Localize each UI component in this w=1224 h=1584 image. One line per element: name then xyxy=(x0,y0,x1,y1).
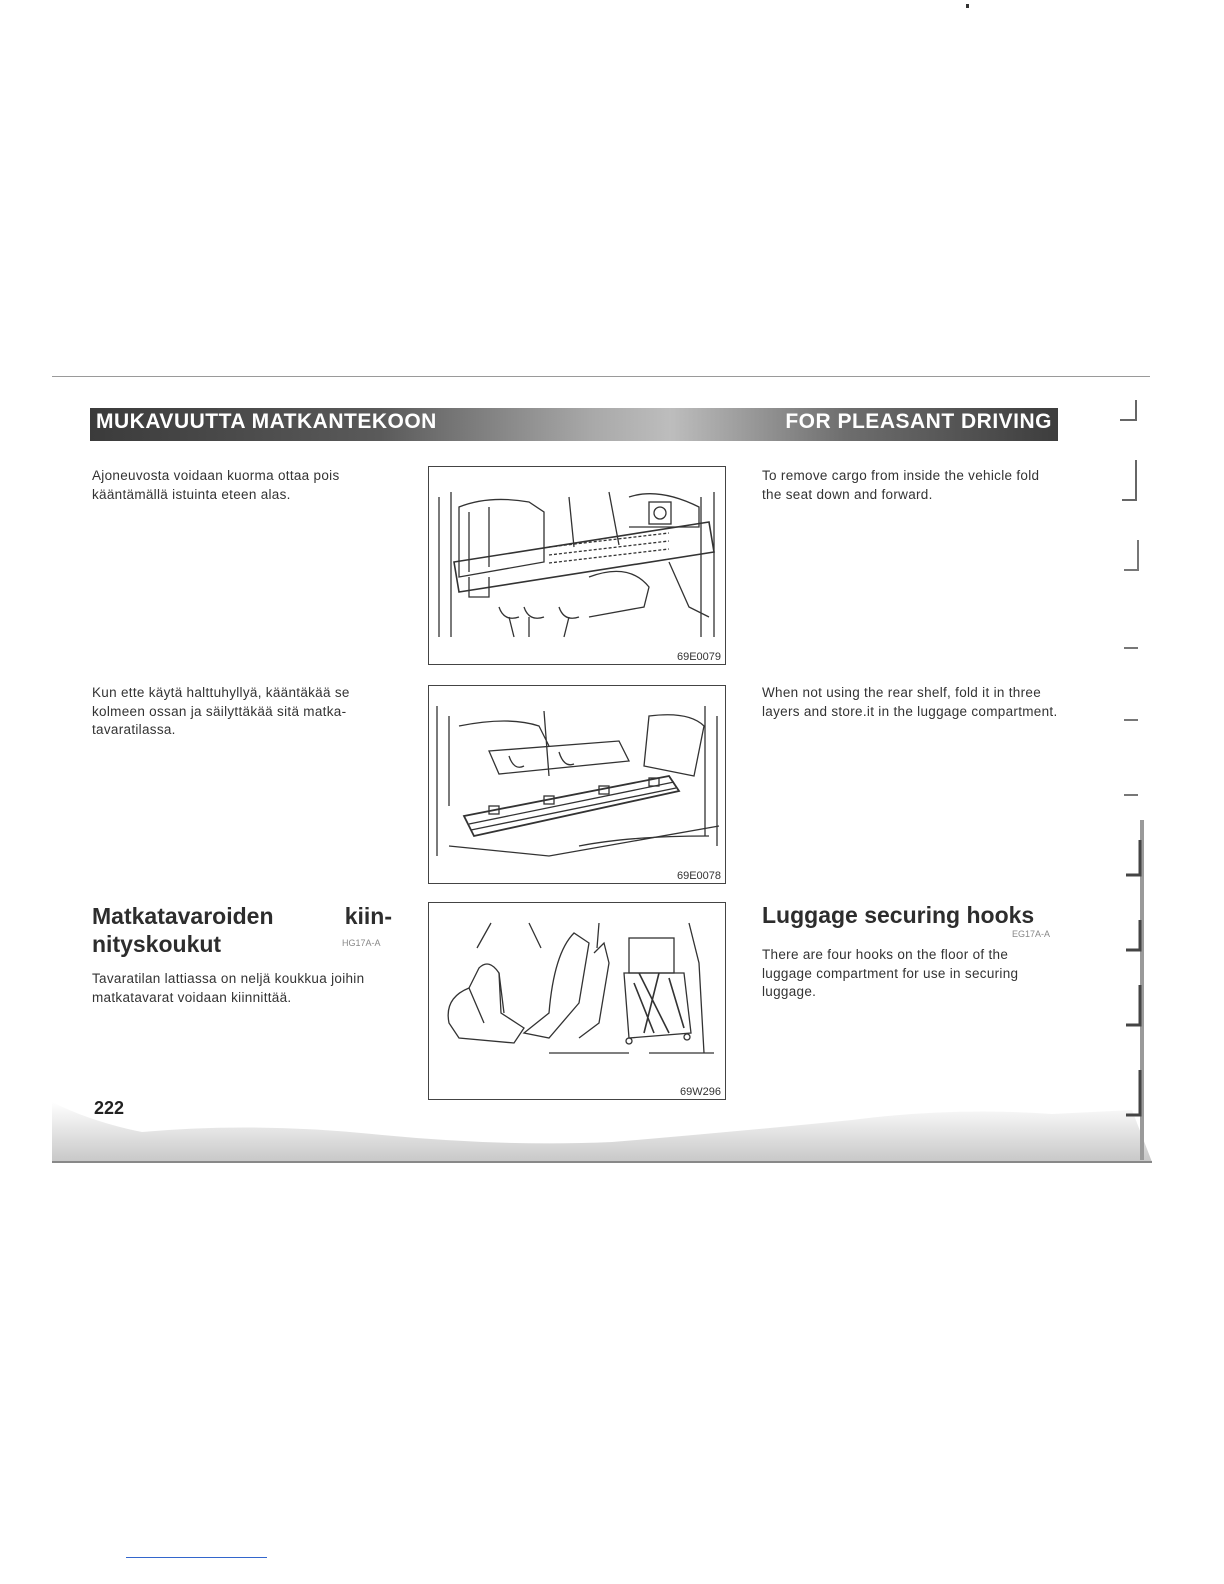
english-paragraph-1: To remove cargo from inside the vehicle fold the seat down and forward. xyxy=(762,468,1040,502)
header-title-english: FOR PLEASANT DRIVING xyxy=(785,410,1052,433)
thumb-index-tabs xyxy=(1100,380,1160,1160)
rear-shelf-cargo-illustration-icon xyxy=(429,467,725,664)
figure-code-2: 69E0078 xyxy=(674,870,721,882)
english-paragraph-3: There are four hooks on the floor of the luggage compartment for use in securing luggage. xyxy=(762,947,1019,999)
figure-rear-shelf xyxy=(428,466,726,665)
top-rule xyxy=(52,376,1150,377)
header-title-finnish: MUKAVUUTTA MATKANTEKOON xyxy=(96,410,437,433)
english-heading-code: EG17A-A xyxy=(1012,929,1051,939)
bottom-link-underline xyxy=(126,1557,267,1558)
page-number: 222 xyxy=(94,1098,125,1118)
english-section-heading: Luggage securing hooks xyxy=(762,902,1035,928)
figure-folded-shelf xyxy=(428,685,726,884)
figure-code-1: 69E0079 xyxy=(674,651,721,663)
figure-code-3: 69W296 xyxy=(677,1086,721,1098)
finnish-heading-word-3: nityskoukut xyxy=(92,931,222,957)
finnish-heading-word-2: kiin- xyxy=(344,903,392,929)
english-paragraph-2: When not using the rear shelf, fold it in three layers and store.it in the luggage compartment. xyxy=(762,685,1058,719)
section-header-bar xyxy=(90,408,1058,441)
luggage-hooks-illustration-icon xyxy=(429,903,725,1099)
finnish-heading-word-1: Matkatavaroiden xyxy=(92,903,274,929)
figure-luggage-hooks xyxy=(428,902,726,1100)
scan-smear-bottom xyxy=(52,1092,1152,1164)
scan-speck xyxy=(966,4,969,8)
finnish-paragraph-1: Ajoneuvosta voidaan kuorma ottaa pois kääntämällä istuinta eteen alas. xyxy=(92,468,340,502)
finnish-paragraph-2: Kun ette käytä halttuhyllyä, kääntäkää se kolmeen ossan ja säilyttäkää sitä matka-tavaratilassa. xyxy=(92,685,350,737)
finnish-heading-code: HG17A-A xyxy=(342,938,381,948)
folded-shelf-illustration-icon xyxy=(429,686,725,883)
finnish-paragraph-3: Tavaratilan lattiassa on neljä koukkua joihin matkatavarat voidaan kiinnittää. xyxy=(92,971,365,1005)
